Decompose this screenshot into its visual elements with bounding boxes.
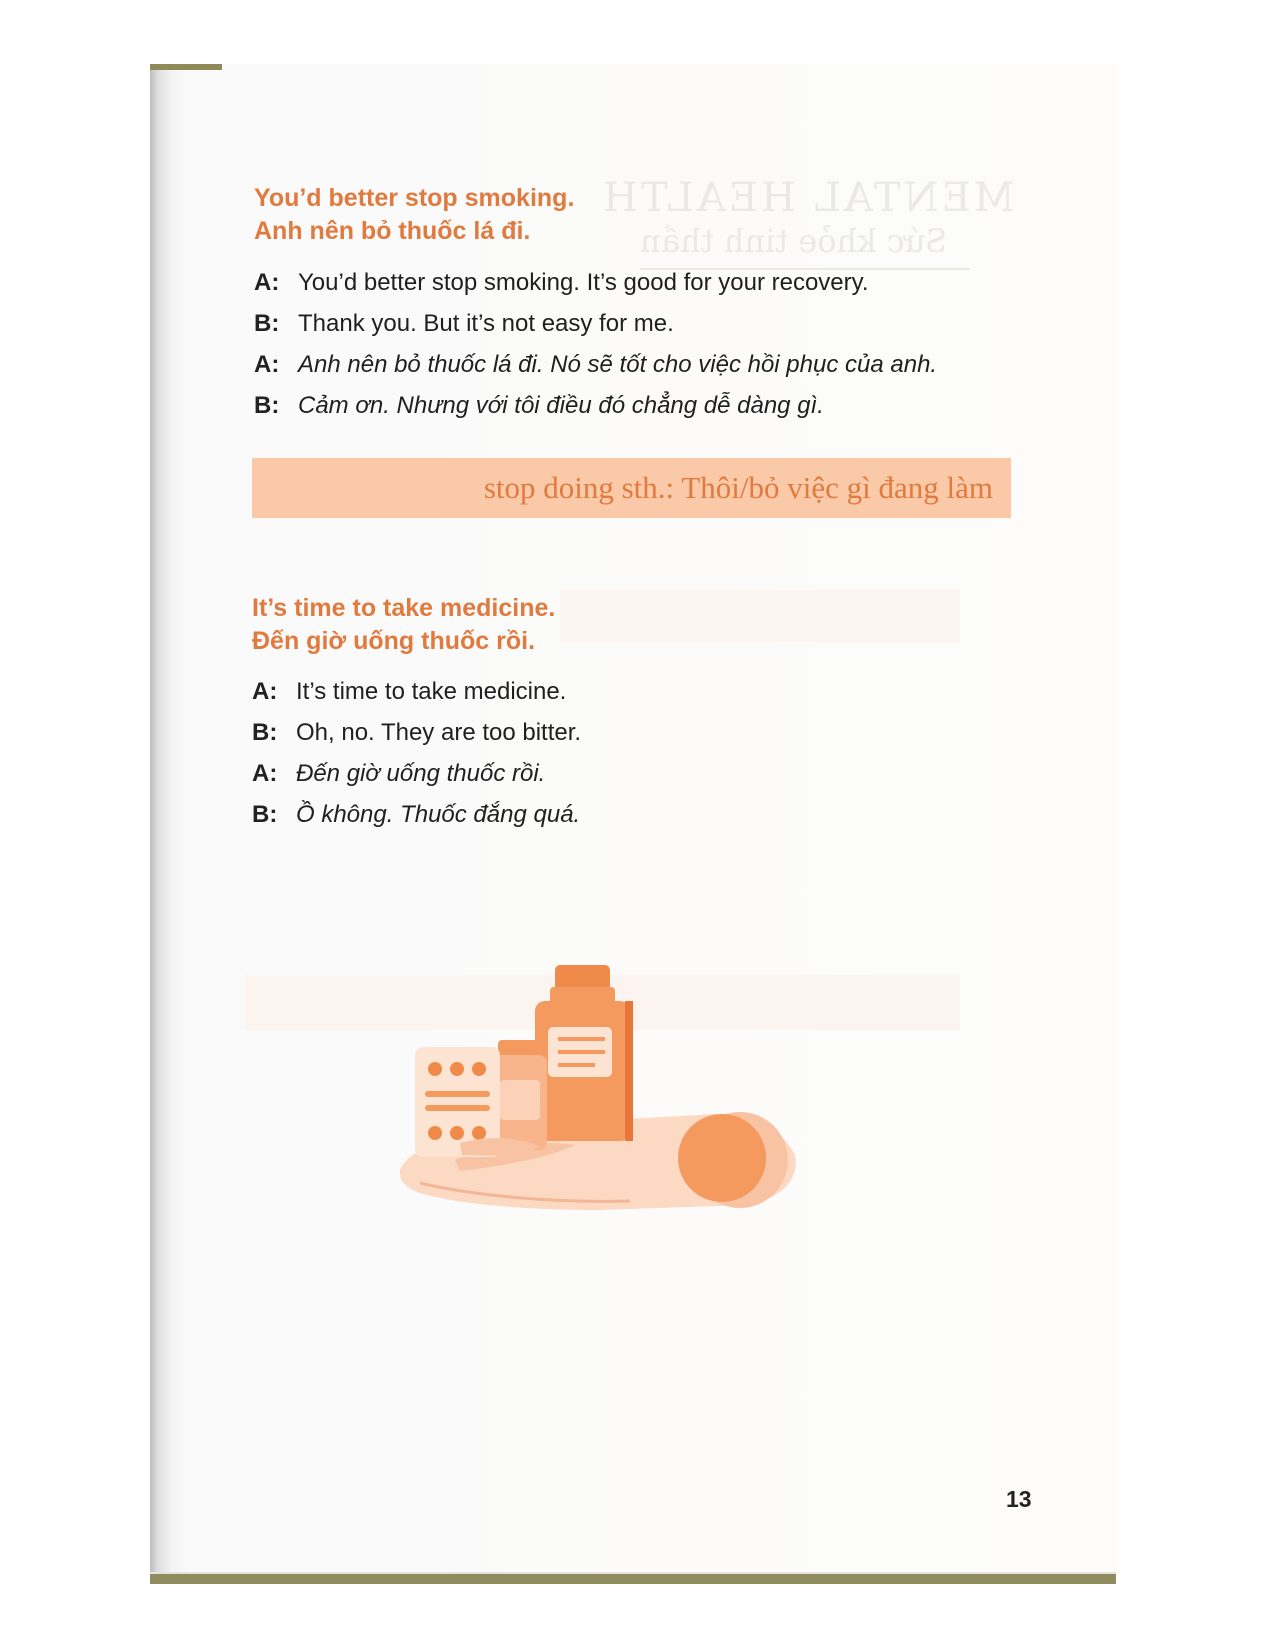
book-cover-edge-top <box>150 64 222 70</box>
show-through-box-1 <box>560 590 960 642</box>
speaker-label: A: <box>252 677 278 705</box>
speaker-label: B: <box>252 800 278 828</box>
show-through-subtitle: Sức khỏe tinh thần <box>640 222 948 260</box>
section2-heading-vi: Đến giờ uống thuốc rồi. <box>252 627 536 655</box>
dialogue-text: Thank you. But it’s not easy for me. <box>298 309 674 337</box>
dialogue-text: It’s time to take medicine. <box>296 677 567 705</box>
section1-heading-vi: Anh nên bỏ thuốc lá đi. <box>254 217 531 245</box>
dialogue-line <box>252 794 581 835</box>
dialogue-line <box>254 262 937 303</box>
page-number: 13 <box>1006 1486 1032 1512</box>
dialogue-text: Anh nên bỏ thuốc lá đi. Nó sẽ tốt cho việc hồi phục của anh. <box>298 350 938 378</box>
speaker-label: B: <box>254 391 280 419</box>
dialogue-text: Ồ không. Thuốc đắng quá. <box>296 800 581 828</box>
dialogue-line <box>252 753 581 794</box>
phrase-note-text: stop doing sth.: Thôi/bỏ việc gì đang làm <box>483 470 993 505</box>
dialogue-line <box>252 671 581 712</box>
medicine-in-hand-icon <box>400 965 840 1255</box>
dialogue-line <box>254 385 937 426</box>
section1-dialogue <box>254 262 937 426</box>
show-through-title: MENTAL HEALTH <box>600 175 1015 221</box>
section2-heading <box>252 592 555 658</box>
dialogue-text: Cảm ơn. Nhưng với tôi điều đó chẳng dễ dàng gì. <box>298 391 824 419</box>
dialogue-line <box>254 303 937 344</box>
section1-heading <box>254 182 574 248</box>
speaker-label: A: <box>254 268 280 296</box>
section2-dialogue <box>252 671 581 835</box>
dialogue-text: You’d better stop smoking. It’s good for your recovery. <box>298 268 869 296</box>
dialogue-text: Oh, no. They are too bitter. <box>296 718 582 746</box>
phrase-note-banner <box>252 458 1011 518</box>
book-cover-edge-bottom <box>150 1574 1116 1584</box>
dialogue-text: Đến giờ uống thuốc rồi. <box>296 759 546 787</box>
dialogue-line <box>254 344 937 385</box>
section2-heading-en: It’s time to take medicine. <box>252 594 556 622</box>
speaker-label: B: <box>252 718 278 746</box>
speaker-label: A: <box>254 350 280 378</box>
section1-heading-en: You’d better stop smoking. <box>254 184 575 212</box>
dialogue-line <box>252 712 581 753</box>
speaker-label: B: <box>254 309 280 337</box>
speaker-label: A: <box>252 759 278 787</box>
